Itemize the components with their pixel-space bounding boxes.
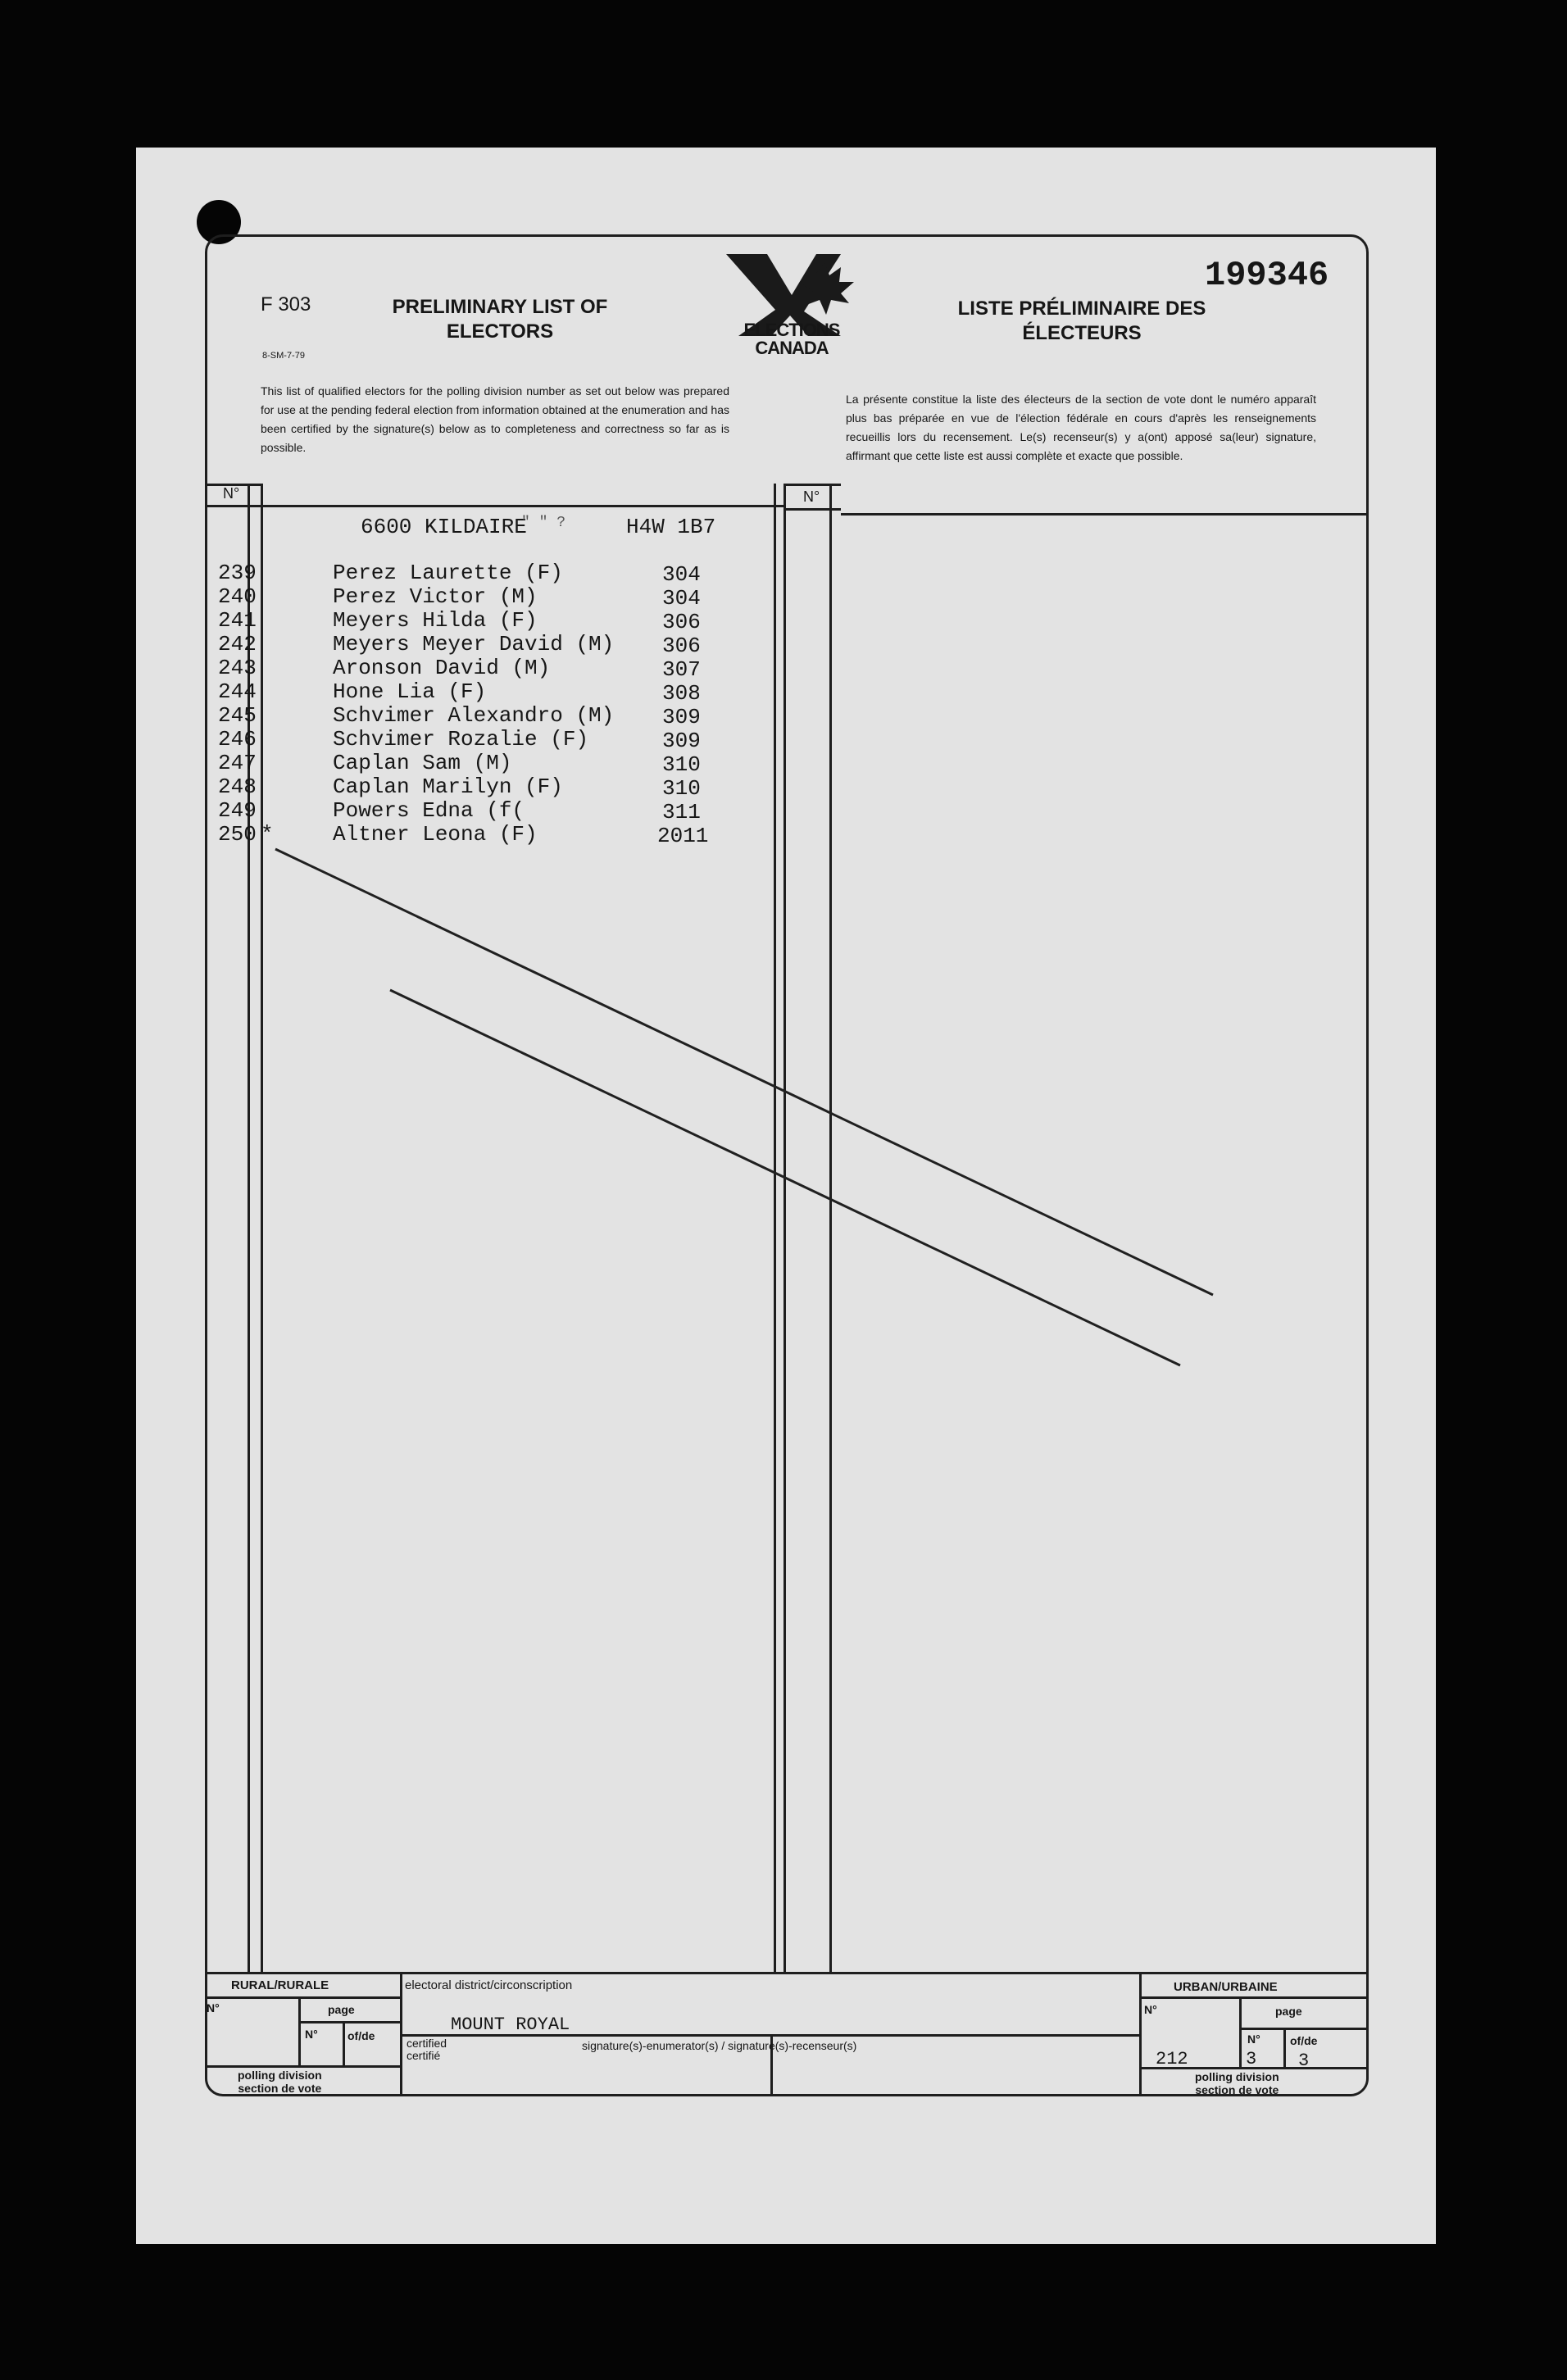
elector-number: 244	[218, 679, 257, 704]
urban-page-label: page	[1275, 2005, 1302, 2018]
title-fr: LISTE PRÉLIMINAIRE DES ÉLECTEURS	[957, 298, 1206, 344]
elector-unit: 308	[662, 681, 701, 706]
elector-number: 242	[218, 632, 257, 656]
elector-number: 249	[218, 798, 257, 823]
urban-rule-2	[1239, 2028, 1369, 2030]
column-header-no-2: N°	[803, 488, 820, 505]
elector-number: 241	[218, 608, 257, 633]
urban-label: URBAN/URBAINE	[1174, 1980, 1278, 1994]
district-label: electoral district/circonscription	[405, 1978, 573, 1992]
urban-no-label-2: N°	[1247, 2033, 1260, 2046]
address-smudge: " " ?	[521, 515, 566, 531]
elector-number: 239	[218, 561, 257, 585]
rural-no-label-2: N°	[305, 2028, 318, 2041]
elector-name: Perez Victor (M)	[333, 584, 538, 609]
elector-name: Schvimer Alexandro (M)	[333, 703, 615, 728]
print-code: 8-SM-7-79	[262, 351, 305, 361]
rural-rule-3	[343, 2021, 345, 2065]
elector-name: Caplan Marilyn (F)	[333, 774, 563, 799]
strike-line	[390, 990, 1180, 1365]
urban-of-label: of/de	[1290, 2034, 1318, 2047]
elector-unit: 309	[662, 729, 701, 753]
elector-name: Schvimer Rozalie (F)	[333, 727, 589, 752]
elector-number: 240	[218, 584, 257, 609]
strike-line	[275, 849, 1213, 1295]
elector-name: Hone Lia (F)	[333, 679, 487, 704]
district-value: MOUNT ROYAL	[451, 2014, 570, 2035]
urban-page-value: 3	[1246, 2049, 1257, 2069]
rural-of-label: of/de	[347, 2029, 375, 2042]
urban-label-rule	[1139, 1996, 1369, 1999]
elector-name: Meyers Hilda (F)	[333, 608, 538, 633]
elector-number: 243	[218, 656, 257, 680]
logo-text: ELECTIONS CANADA	[743, 320, 840, 358]
elector-unit: 310	[662, 776, 701, 801]
elector-unit: 2011	[657, 824, 709, 848]
intro-english: This list of qualified electors for the polling division number as set out below was prepared for use at the pending federal election from information obtained at the enumeration and has been certified by the signature(s) below as to completeness and correctness so far as is possible.	[261, 384, 729, 454]
rural-page-label: page	[328, 2003, 355, 2016]
urban-no-value: 212	[1156, 2049, 1188, 2069]
address-line: 6600 KILDAIRE	[361, 515, 527, 539]
rural-rule-2	[298, 2021, 400, 2023]
rural-polling-label: polling division section de vote	[238, 2069, 322, 2095]
urban-rule-3	[1283, 2028, 1286, 2067]
elector-unit: 306	[662, 610, 701, 634]
elector-name: Caplan Sam (M)	[333, 751, 512, 775]
elector-name: Powers Edna (f(	[333, 798, 525, 823]
urban-no-label: N°	[1144, 2003, 1157, 2016]
postal-code: H4W 1B7	[626, 515, 716, 539]
serial-number: 199346	[1205, 256, 1329, 295]
rural-label: RURAL/RURALE	[231, 1978, 329, 1992]
elector-unit: 304	[662, 586, 701, 611]
urban-of-value: 3	[1298, 2051, 1310, 2071]
rural-label-rule	[205, 1996, 400, 1999]
elector-unit: 306	[662, 634, 701, 658]
elector-unit: 311	[662, 800, 701, 824]
elector-unit: 310	[662, 752, 701, 777]
urban-rule-1	[1239, 1996, 1242, 2067]
rural-rule-1	[298, 1996, 301, 2065]
elector-unit: 309	[662, 705, 701, 729]
certified-label: certified certifié	[407, 2037, 447, 2062]
urban-polling-label: polling division section de vote	[1195, 2070, 1279, 2096]
elector-number: 247	[218, 751, 257, 775]
title-en: PRELIMINARY LIST OF ELECTORS	[392, 296, 608, 343]
elector-number: 250	[218, 822, 257, 847]
elector-unit: 304	[662, 562, 701, 587]
elector-number: 248	[218, 774, 257, 799]
elector-name: Aronson David (M)	[333, 656, 551, 680]
elector-name: Altner Leona (F)	[333, 822, 538, 847]
intro-french: La présente constitue la liste des électeurs de la section de vote dont le numéro apparaît plus bas préparée en vue de l'élection fédérale en cours d'après les renseignements recueillis lors du recensement. Le(s) recenseur(s) y a(ont) apposé sa(leur) signature, affirmant que cette liste est aussi complète et exacte que possible.	[846, 393, 1316, 462]
elector-name: Meyers Meyer David (M)	[333, 632, 615, 656]
column-header-no: N°	[223, 485, 240, 502]
last-entry-marker: *	[261, 822, 274, 847]
signature-label: signature(s)-enumerator(s) / signature(s)-recenseur(s)	[582, 2039, 857, 2052]
elector-number: 245	[218, 703, 257, 728]
rural-no-label: N°	[207, 2001, 220, 2014]
rural-bottom-rule	[205, 2065, 400, 2068]
footer-rule-b	[1139, 1972, 1142, 2096]
form-code: F 303	[261, 293, 311, 316]
footer-top-rule	[205, 1972, 1369, 1974]
elector-unit: 307	[662, 657, 701, 682]
elector-number: 246	[218, 727, 257, 752]
elector-name: Perez Laurette (F)	[333, 561, 563, 585]
